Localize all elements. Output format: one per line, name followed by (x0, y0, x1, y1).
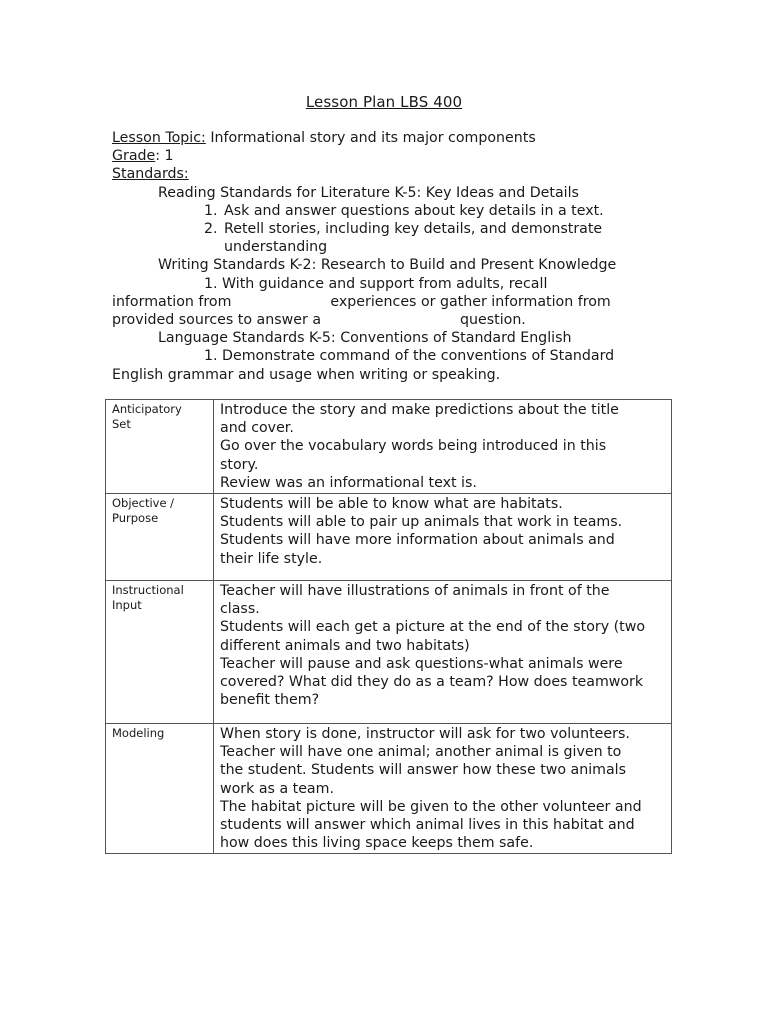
lesson-topic-line (112, 129, 672, 147)
content-line: covered? What did they do as a team? How does teamwork (220, 674, 644, 691)
content-line: different animals and two habitats) (220, 637, 470, 654)
writing-fragment: provided sources to answer a (112, 312, 322, 329)
list-text: Ask and answer questions about key details in a text. (224, 202, 604, 219)
standards-label: Standards: (112, 166, 189, 183)
list-text-continued: understanding (224, 239, 328, 256)
content-line: how does this living space keeps them safe. (220, 835, 534, 852)
row-label (106, 494, 214, 581)
content-line: the student. Students will answer how these two animals (220, 762, 627, 779)
lesson-header (112, 129, 672, 384)
content-line: Students will able to pair up animals that work in teams. (220, 514, 623, 531)
writing-fragment: question. (460, 312, 526, 329)
row-label-line: Objective / (112, 496, 175, 510)
content-line: Review was an informational text is. (220, 474, 477, 491)
writing-standard-line (112, 293, 672, 311)
table-row (106, 494, 672, 581)
row-content (214, 581, 672, 724)
list-number: 2. (204, 221, 218, 238)
table-row (106, 400, 672, 494)
language-standards-heading: Language Standards K-5: Conventions of Standard English (158, 330, 572, 347)
row-label-line: Set (112, 417, 131, 431)
language-standard-line: English grammar and usage when writing or speaking. (112, 366, 501, 383)
row-label (106, 724, 214, 854)
writing-standard-line (112, 311, 672, 329)
writing-standards-heading: Writing Standards K-2: Research to Build and Present Knowledge (158, 257, 617, 274)
row-label-line: Modeling (112, 726, 165, 740)
row-label-line: Purpose (112, 511, 159, 525)
reading-standard-item (112, 220, 672, 238)
list-number: 1. (204, 202, 218, 219)
document-title: Lesson Plan LBS 400 (305, 93, 463, 111)
row-label-line: Instructional (112, 583, 184, 597)
grade-label: Grade (112, 148, 156, 165)
grade-value: : 1 (155, 148, 174, 165)
content-line: Students will have more information about animals and (220, 532, 615, 549)
content-line: class. (220, 601, 260, 618)
content-line: students will answer which animal lives in this habitat and (220, 817, 635, 834)
table-row (106, 581, 672, 724)
content-line: and cover. (220, 420, 294, 437)
reading-standards-heading: Reading Standards for Literature K-5: Key Ideas and Details (158, 184, 579, 201)
writing-standard-line: 1. With guidance and support from adults, recall (204, 275, 548, 292)
content-line: their life style. (220, 550, 323, 567)
row-label-line: Input (112, 598, 142, 612)
row-content (214, 400, 672, 494)
writing-fragment: experiences or gather information from (330, 293, 611, 310)
language-standard-line: 1. Demonstrate command of the conventions of Standard (204, 348, 615, 365)
content-line: Teacher will have one animal; another animal is given to (220, 744, 622, 761)
row-content (214, 724, 672, 854)
content-line: Teacher will have illustrations of animals in front of the (220, 583, 610, 599)
list-text: Retell stories, including key details, and demonstrate (224, 221, 603, 238)
content-line: work as a team. (220, 780, 334, 797)
content-line: benefit them? (220, 692, 320, 709)
lesson-topic-value: Informational story and its major components (205, 130, 536, 146)
reading-standard-item (112, 202, 672, 220)
content-line: Teacher will pause and ask questions-what animals were (220, 655, 623, 672)
lesson-topic-label: Lesson Topic: (112, 130, 206, 146)
content-line: Students will be able to know what are habitats. (220, 496, 563, 512)
row-label-line: Anticipatory (112, 402, 182, 416)
content-line: Go over the vocabulary words being introduced in this (220, 438, 607, 455)
writing-fragment: information from (112, 293, 232, 310)
table-row (106, 724, 672, 854)
lesson-plan-table (105, 399, 672, 854)
row-content (214, 494, 672, 581)
row-label (106, 400, 214, 494)
content-line: The habitat picture will be given to the other volunteer and (220, 798, 642, 815)
row-label (106, 581, 214, 724)
content-line: Introduce the story and make predictions about the title (220, 402, 619, 418)
content-line: story. (220, 456, 259, 473)
grade-line (112, 147, 672, 165)
content-line: Students will each get a picture at the end of the story (two (220, 619, 646, 636)
standards-line (112, 165, 672, 183)
content-line: When story is done, instructor will ask for two volunteers. (220, 726, 630, 742)
